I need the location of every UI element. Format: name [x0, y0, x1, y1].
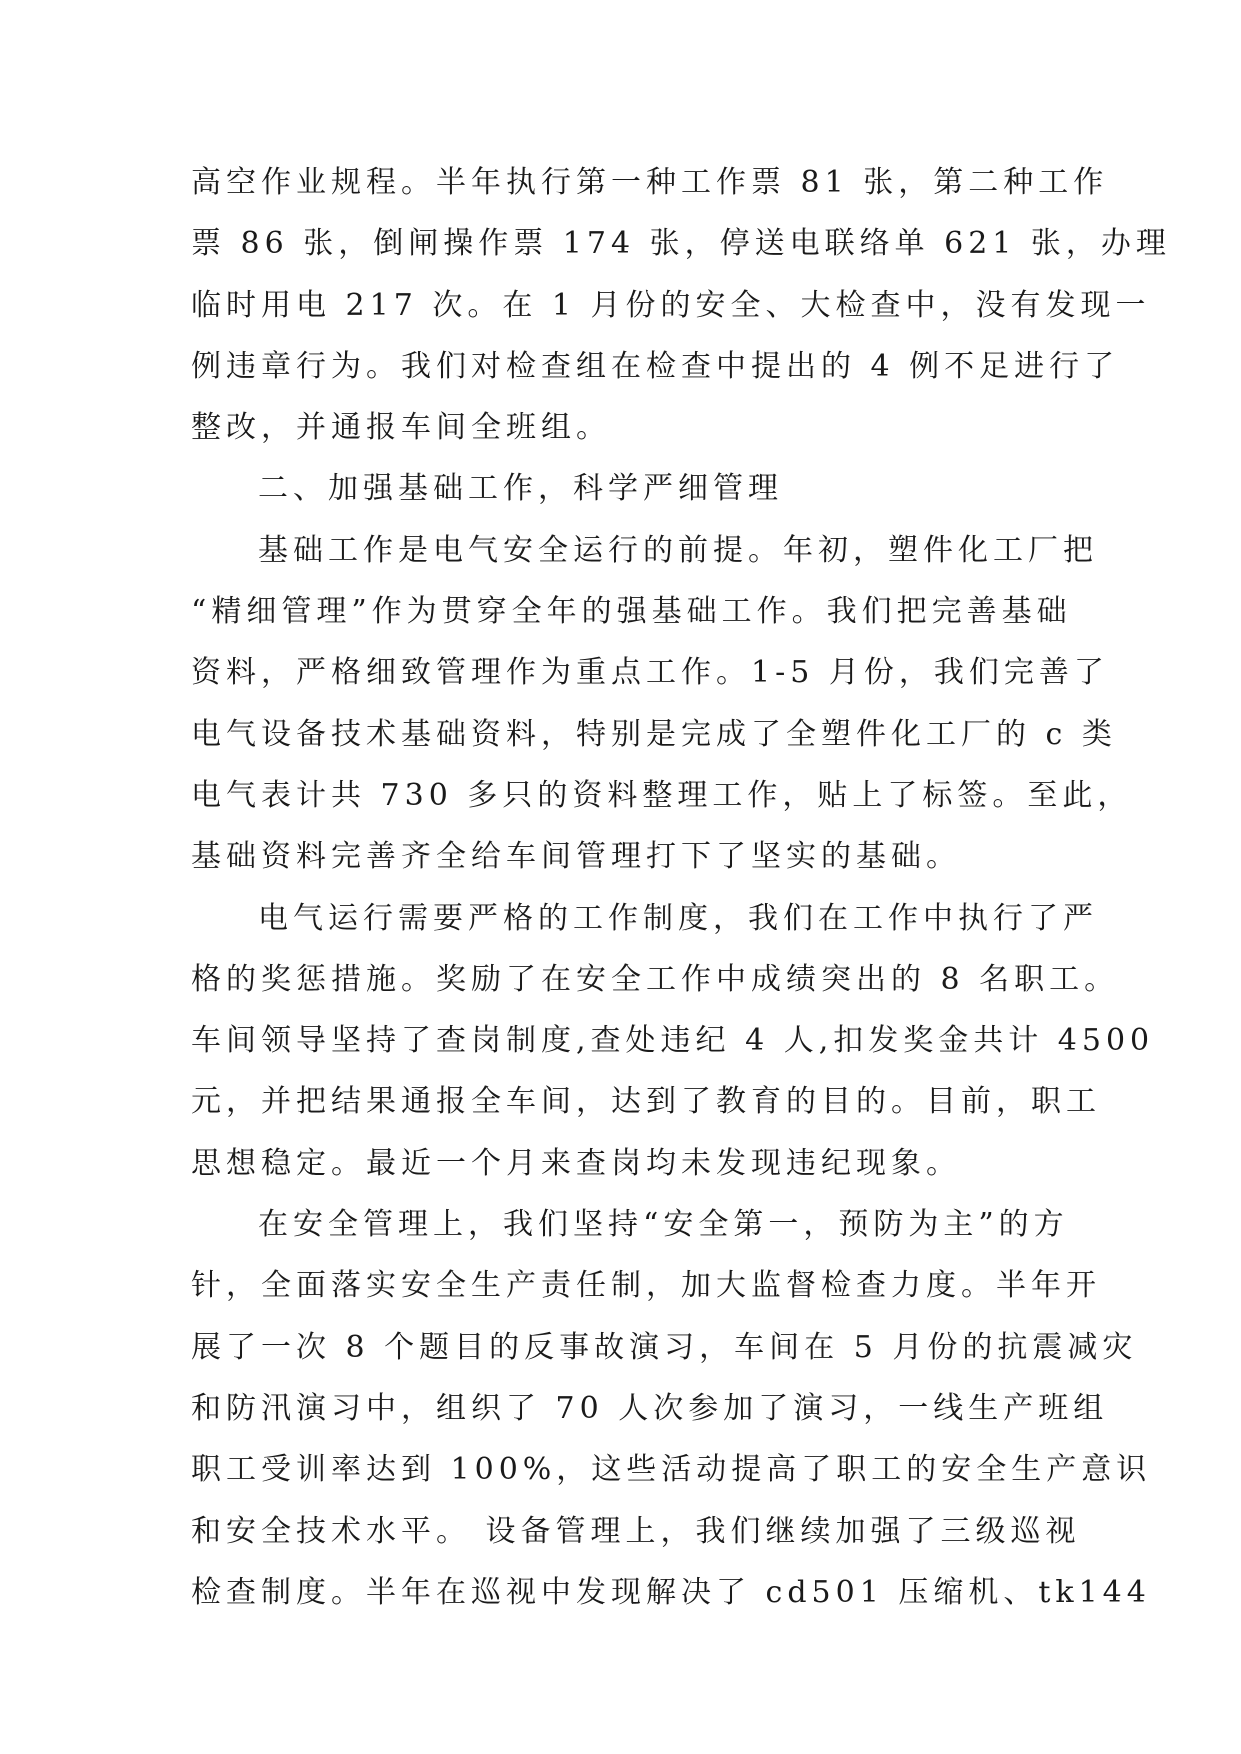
text-line: “精细管理”作为贯穿全年的强基础工作。我们把完善基础	[191, 594, 1072, 630]
text-line: 展了一次 8 个题目的反事故演习，车间在 5 月份的抗震减灾	[191, 1329, 1138, 1365]
text-line: 车间领导坚持了查岗制度,查处违纪 4 人,扣发奖金共计 4500	[191, 1023, 1155, 1059]
text-line: 二、加强基础工作，科学严细管理	[258, 471, 783, 507]
text-line: 格的奖惩措施。奖励了在安全工作中成绩突出的 8 名职工。	[191, 961, 1120, 997]
text-line: 票 86 张，倒闸操作票 174 张，停送电联络单 621 张，办理	[191, 226, 1171, 262]
text-line: 高空作业规程。半年执行第一种工作票 81 张，第二种工作	[191, 165, 1109, 200]
text-line: 例违章行为。我们对检查组在检查中提出的 4 例不足进行了	[191, 348, 1120, 384]
text-line: 针，全面落实安全生产责任制，加大监督检查力度。半年开	[191, 1268, 1101, 1304]
text-line: 元，并把结果通报全车间，达到了教育的目的。目前，职工	[191, 1084, 1101, 1120]
text-line: 和安全技术水平。 设备管理上，我们继续加强了三级巡视	[191, 1513, 1081, 1549]
text-line: 和防汛演习中，组织了 70 人次参加了演习，一线生产班组	[191, 1390, 1109, 1426]
document-body	[191, 152, 1171, 1623]
text-line: 基础工作是电气安全运行的前提。年初，塑件化工厂把	[258, 532, 1098, 568]
text-line: 在安全管理上，我们坚持“安全第一，预防为主”的方	[258, 1207, 1069, 1243]
text-line: 职工受训率达到 100%，这些活动提高了职工的安全生产意识	[191, 1452, 1152, 1488]
text-line: 临时用电 217 次。在 1 月份的安全、大检查中，没有发现一	[191, 287, 1151, 323]
text-line: 电气设备技术基础资料，特别是完成了全塑件化工厂的 c 类	[191, 716, 1117, 752]
text-line: 电气表计共 730 多只的资料整理工作，贴上了标签。至此，	[191, 777, 1133, 813]
text-line: 电气运行需要严格的工作制度，我们在工作中执行了严	[258, 900, 1098, 936]
text-line: 整改，并通报车间全班组。	[191, 410, 611, 446]
text-line: 检查制度。半年在巡视中发现解决了 cd501 压缩机、tk144	[191, 1574, 1151, 1610]
text-line: 资料，严格细致管理作为重点工作。1-5 月份，我们完善了	[191, 655, 1109, 691]
text-line: 基础资料完善齐全给车间管理打下了坚实的基础。	[191, 839, 961, 875]
text-line: 思想稳定。最近一个月来查岗均未发现违纪现象。	[191, 1145, 961, 1181]
